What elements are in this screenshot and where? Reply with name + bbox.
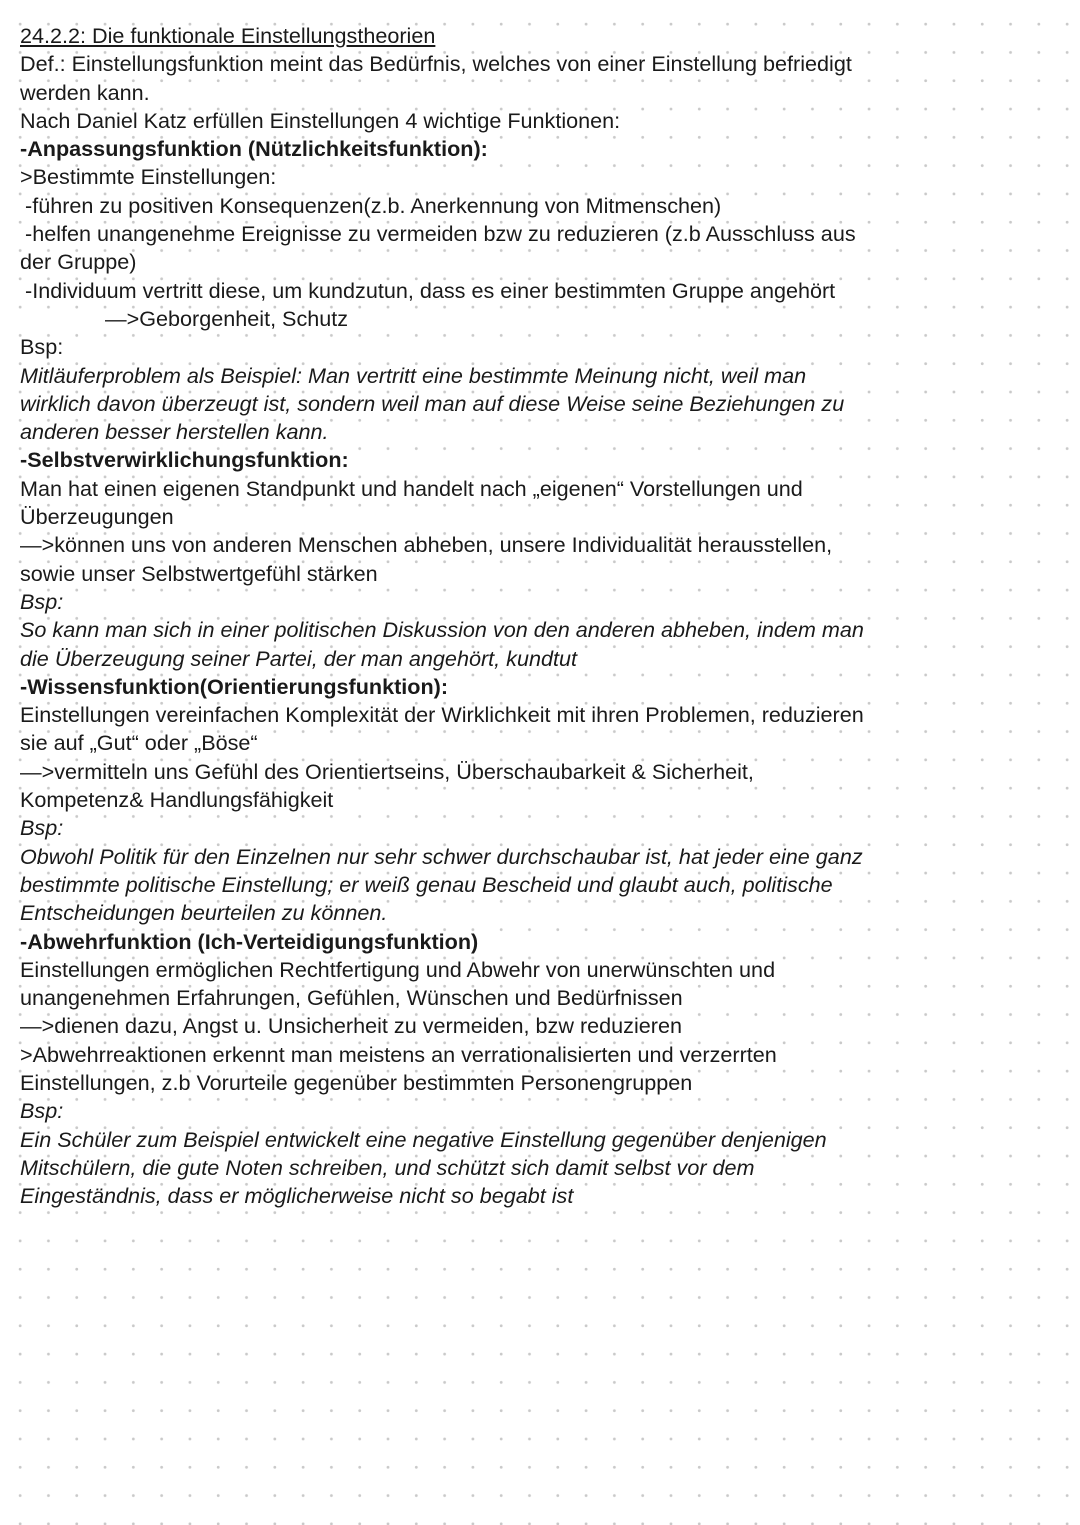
example-line: Eingeständnis, dass er möglicherweise nicht so begabt ist [20,1183,574,1209]
body-line: Einstellungen ermöglichen Rechtfertigung und Abwehr von unerwünschten und [20,956,776,982]
bsp-label: Bsp: [20,334,64,360]
section-heading-wissen: -Wissensfunktion(Orientierungsfunktion): [20,673,449,699]
body-line: -Individuum vertritt diese, um kundzutun, dass es einer bestimmten Gruppe angehört [25,277,836,303]
body-line: >Abwehrreaktionen erkennt man meistens an verrationalisierten und verzerrten [20,1041,777,1067]
body-line: unangenehmen Erfahrungen, Gefühlen, Wünschen und Bedürfnissen [20,985,683,1011]
body-line: -helfen unangenehme Ereignisse zu vermeiden bzw zu reduzieren (z.b Ausschluss aus [25,221,856,247]
example-line: Entscheidungen beurteilen zu können. [20,900,388,926]
section-heading-abwehr: -Abwehrfunktion (Ich-Verteidigungsfunktion) [20,928,479,954]
bsp-label: Bsp: [20,815,64,841]
body-line: —>vermitteln uns Gefühl des Orientiertseins, Überschaubarkeit & Sicherheit, [20,758,754,784]
example-line: anderen besser herstellen kann. [20,419,329,445]
body-line: Einstellungen vereinfachen Komplexität der Wirklichkeit mit ihren Problemen, reduzieren [20,702,864,728]
body-line: —>können uns von anderen Menschen abheben, unsere Individualität herausstellen, [20,532,833,558]
body-line: Kompetenz& Handlungsfähigkeit [20,787,334,813]
example-line: bestimmte politische Einstellung; er weiß genau Bescheid und glaubt auch, politische [20,871,833,897]
example-line: Ein Schüler zum Beispiel entwickelt eine negative Einstellung gegenüber denjenigen [20,1126,827,1152]
example-line: Obwohl Politik für den Einzelnen nur sehr schwer durchschaubar ist, hat jeder eine ganz [20,843,863,869]
body-line: sowie unser Selbstwertgefühl stärken [20,560,378,586]
definition-line: werden kann. [20,79,150,105]
definition-line: Def.: Einstellungsfunktion meint das Bedürfnis, welches von einer Einstellung befriedigt [20,51,852,77]
example-line: die Überzeugung seiner Partei, der man angehört, kundtut [20,645,577,671]
note-page [20,22,1060,1210]
body-line: Überzeugungen [20,504,174,530]
section-heading-anpassung: -Anpassungsfunktion (Nützlichkeitsfunktion): [20,136,488,162]
body-line: >Bestimmte Einstellungen: [20,164,277,190]
example-line: wirklich davon überzeugt ist, sondern weil man auf diese Weise seine Beziehungen zu [20,390,845,416]
section-heading-selbstverwirklichung: -Selbstverwirklichungsfunktion: [20,447,349,473]
intro-line: Nach Daniel Katz erfüllen Einstellungen 4 wichtige Funktionen: [20,107,621,133]
body-line: -führen zu positiven Konsequenzen(z.b. Anerkennung von Mitmenschen) [25,192,722,218]
body-line: Man hat einen eigenen Standpunkt und handelt nach „eigenen“ Vorstellungen und [20,475,803,501]
example-line: So kann man sich in einer politischen Diskussion von den anderen abheben, indem man [20,617,864,643]
body-line: —>dienen dazu, Angst u. Unsicherheit zu vermeiden, bzw reduzieren [20,1013,682,1039]
page-title: 24.2.2: Die funktionale Einstellungstheorien [20,23,436,48]
example-line: Mitschülern, die gute Noten schreiben, und schützt sich damit selbst vor dem [20,1154,755,1180]
body-line: Einstellungen, z.b Vorurteile gegenüber bestimmten Personengruppen [20,1069,693,1095]
bsp-label: Bsp: [20,588,64,614]
bsp-label: Bsp: [20,1098,64,1124]
body-line: der Gruppe) [20,249,137,275]
body-line: —>Geborgenheit, Schutz [105,305,349,331]
body-line: sie auf „Gut“ oder „Böse“ [20,730,258,756]
example-line: Mitläuferproblem als Beispiel: Man vertritt eine bestimmte Meinung nicht, weil man [20,362,807,388]
